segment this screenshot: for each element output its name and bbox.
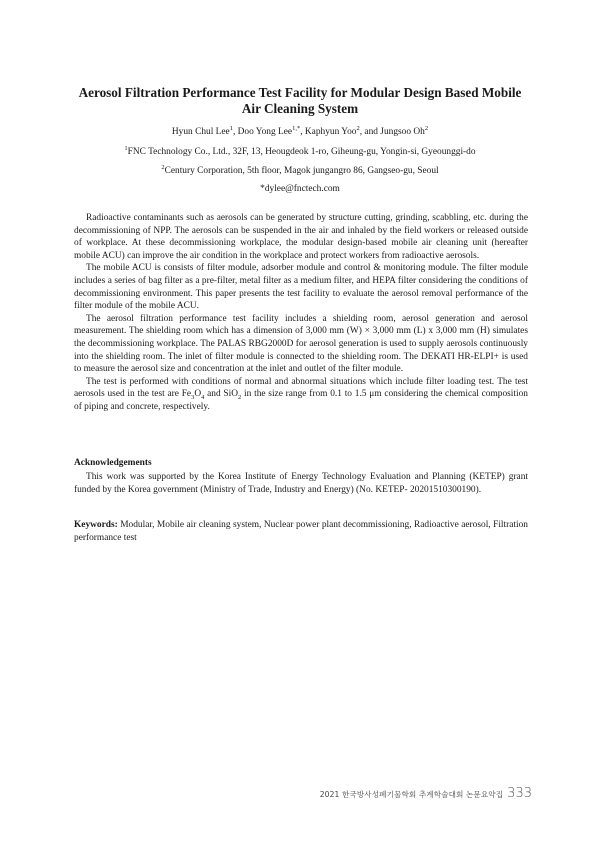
abstract-paragraph: The aerosol filtration performance test facility includes a shielding room, aerosol generation and aerosol measurement. The shielding room which has a dimension of 3,000 mm (W) × 3,000 mm (L) x 3,000 mm (H) simulates the decommissioning workplace. The PALAS RBG2000D for aerosol generation is used to supply aerosols continuously into the shielding room. The inlet of filter module is connected to the shielding room. The DEKATI HR-ELPI+ is used to measure the aerosol size and concentration at the inlet and outlet of the filter module. xyxy=(74,313,528,375)
author-name: Doo Yong Lee xyxy=(237,127,293,137)
abstract-paragraph: Radioactive contaminants such as aerosols can be generated by structure cutting, grinding, scabbling, etc. during the decommissioning of NPP. The aerosols can be suspended in the air and inhaled by the field workers or released outside of workplace. At these decommissioning workplace, the modular design-based mobile air cleaning unit (hereafter mobile ACU) can improve the air condition in the workplace and protect workers from radioactive aerosols. xyxy=(74,213,528,261)
corresponding-email: *dylee@fnctech.com xyxy=(260,184,340,194)
abstract-text: in the size range from 0.1 to 1.5 μm considering the chemical composition of piping and concrete, respectively. xyxy=(74,389,528,412)
page-footer xyxy=(320,786,532,801)
author-affil-mark: 2 xyxy=(424,124,429,132)
author-separator: , xyxy=(300,127,303,137)
author-name: Hyun Chul Lee xyxy=(171,127,230,137)
subscript: 4 xyxy=(201,394,205,402)
proceedings-title: 2021 한국방사성폐기물학회 추계학술대회 논문요약집 xyxy=(319,790,504,799)
abstract-paragraph xyxy=(74,376,528,414)
affiliation-text: FNC Technology Co., Ltd., 32F, 13, Heougdeok 1-ro, Giheung-gu, Yongin-si, Gyeounggi-do xyxy=(127,147,476,157)
abstract-text: and SiO xyxy=(204,389,239,400)
acknowledgements-heading: Acknowledgements xyxy=(74,458,152,468)
abstract-text: O xyxy=(194,389,202,400)
author-affil-mark: 1,* xyxy=(292,124,301,132)
author-name: Kaphyun Yoo xyxy=(304,127,357,137)
page-number: 333 xyxy=(507,786,532,801)
keywords-label: Keywords: xyxy=(74,520,118,530)
author-name: Jungsoo Oh xyxy=(380,127,425,137)
abstract-text: The test is performed with conditions of normal and abnormal situations which include filter loading test. The test aerosols used in the test are Fe xyxy=(74,376,528,400)
author-affil-mark: 1 xyxy=(229,124,233,132)
affiliation-mark: 1 xyxy=(124,144,128,152)
abstract xyxy=(74,212,528,414)
subscript: 2 xyxy=(238,394,242,402)
subscript: 3 xyxy=(191,394,195,402)
paper-title: Aerosol Filtration Performance Test Facility for Modular Design Based Mobile Air Cleaning System xyxy=(78,85,522,116)
author-separator: , and xyxy=(359,127,378,137)
affiliation xyxy=(50,144,550,157)
keywords xyxy=(74,519,528,544)
affiliation-text: Century Corporation, 5th floor, Magok jungangro 86, Gangseo-gu, Seoul xyxy=(164,166,439,176)
author-affil-mark: 2 xyxy=(356,124,360,132)
keywords-text: Modular, Mobile air cleaning system, Nuclear power plant decommissioning, Radioactive aerosol, Filtration performance test xyxy=(74,520,528,543)
acknowledgements-body: This work was supported by the Korea Institute of Energy Technology Evaluation and Planning (KETEP) grant funded by the Korea government (Ministry of Trade, Industry and Energy) (No. KETEP- 20201510300190). xyxy=(74,472,528,495)
abstract-paragraph: The mobile ACU is consists of filter module, adsorber module and control & monitoring module. The filter module includes a series of bag filter as a pre-filter, metal filter as a medium filter, and HEPA filter considering the conditions of decommissioning environment. This paper presents the test facility to evaluate the aerosol removal performance of the filter module of the mobile ACU. xyxy=(74,263,528,312)
affiliation xyxy=(50,163,550,176)
author-separator: , xyxy=(232,127,236,137)
author-list xyxy=(50,124,550,137)
affiliation-mark: 2 xyxy=(161,163,165,171)
